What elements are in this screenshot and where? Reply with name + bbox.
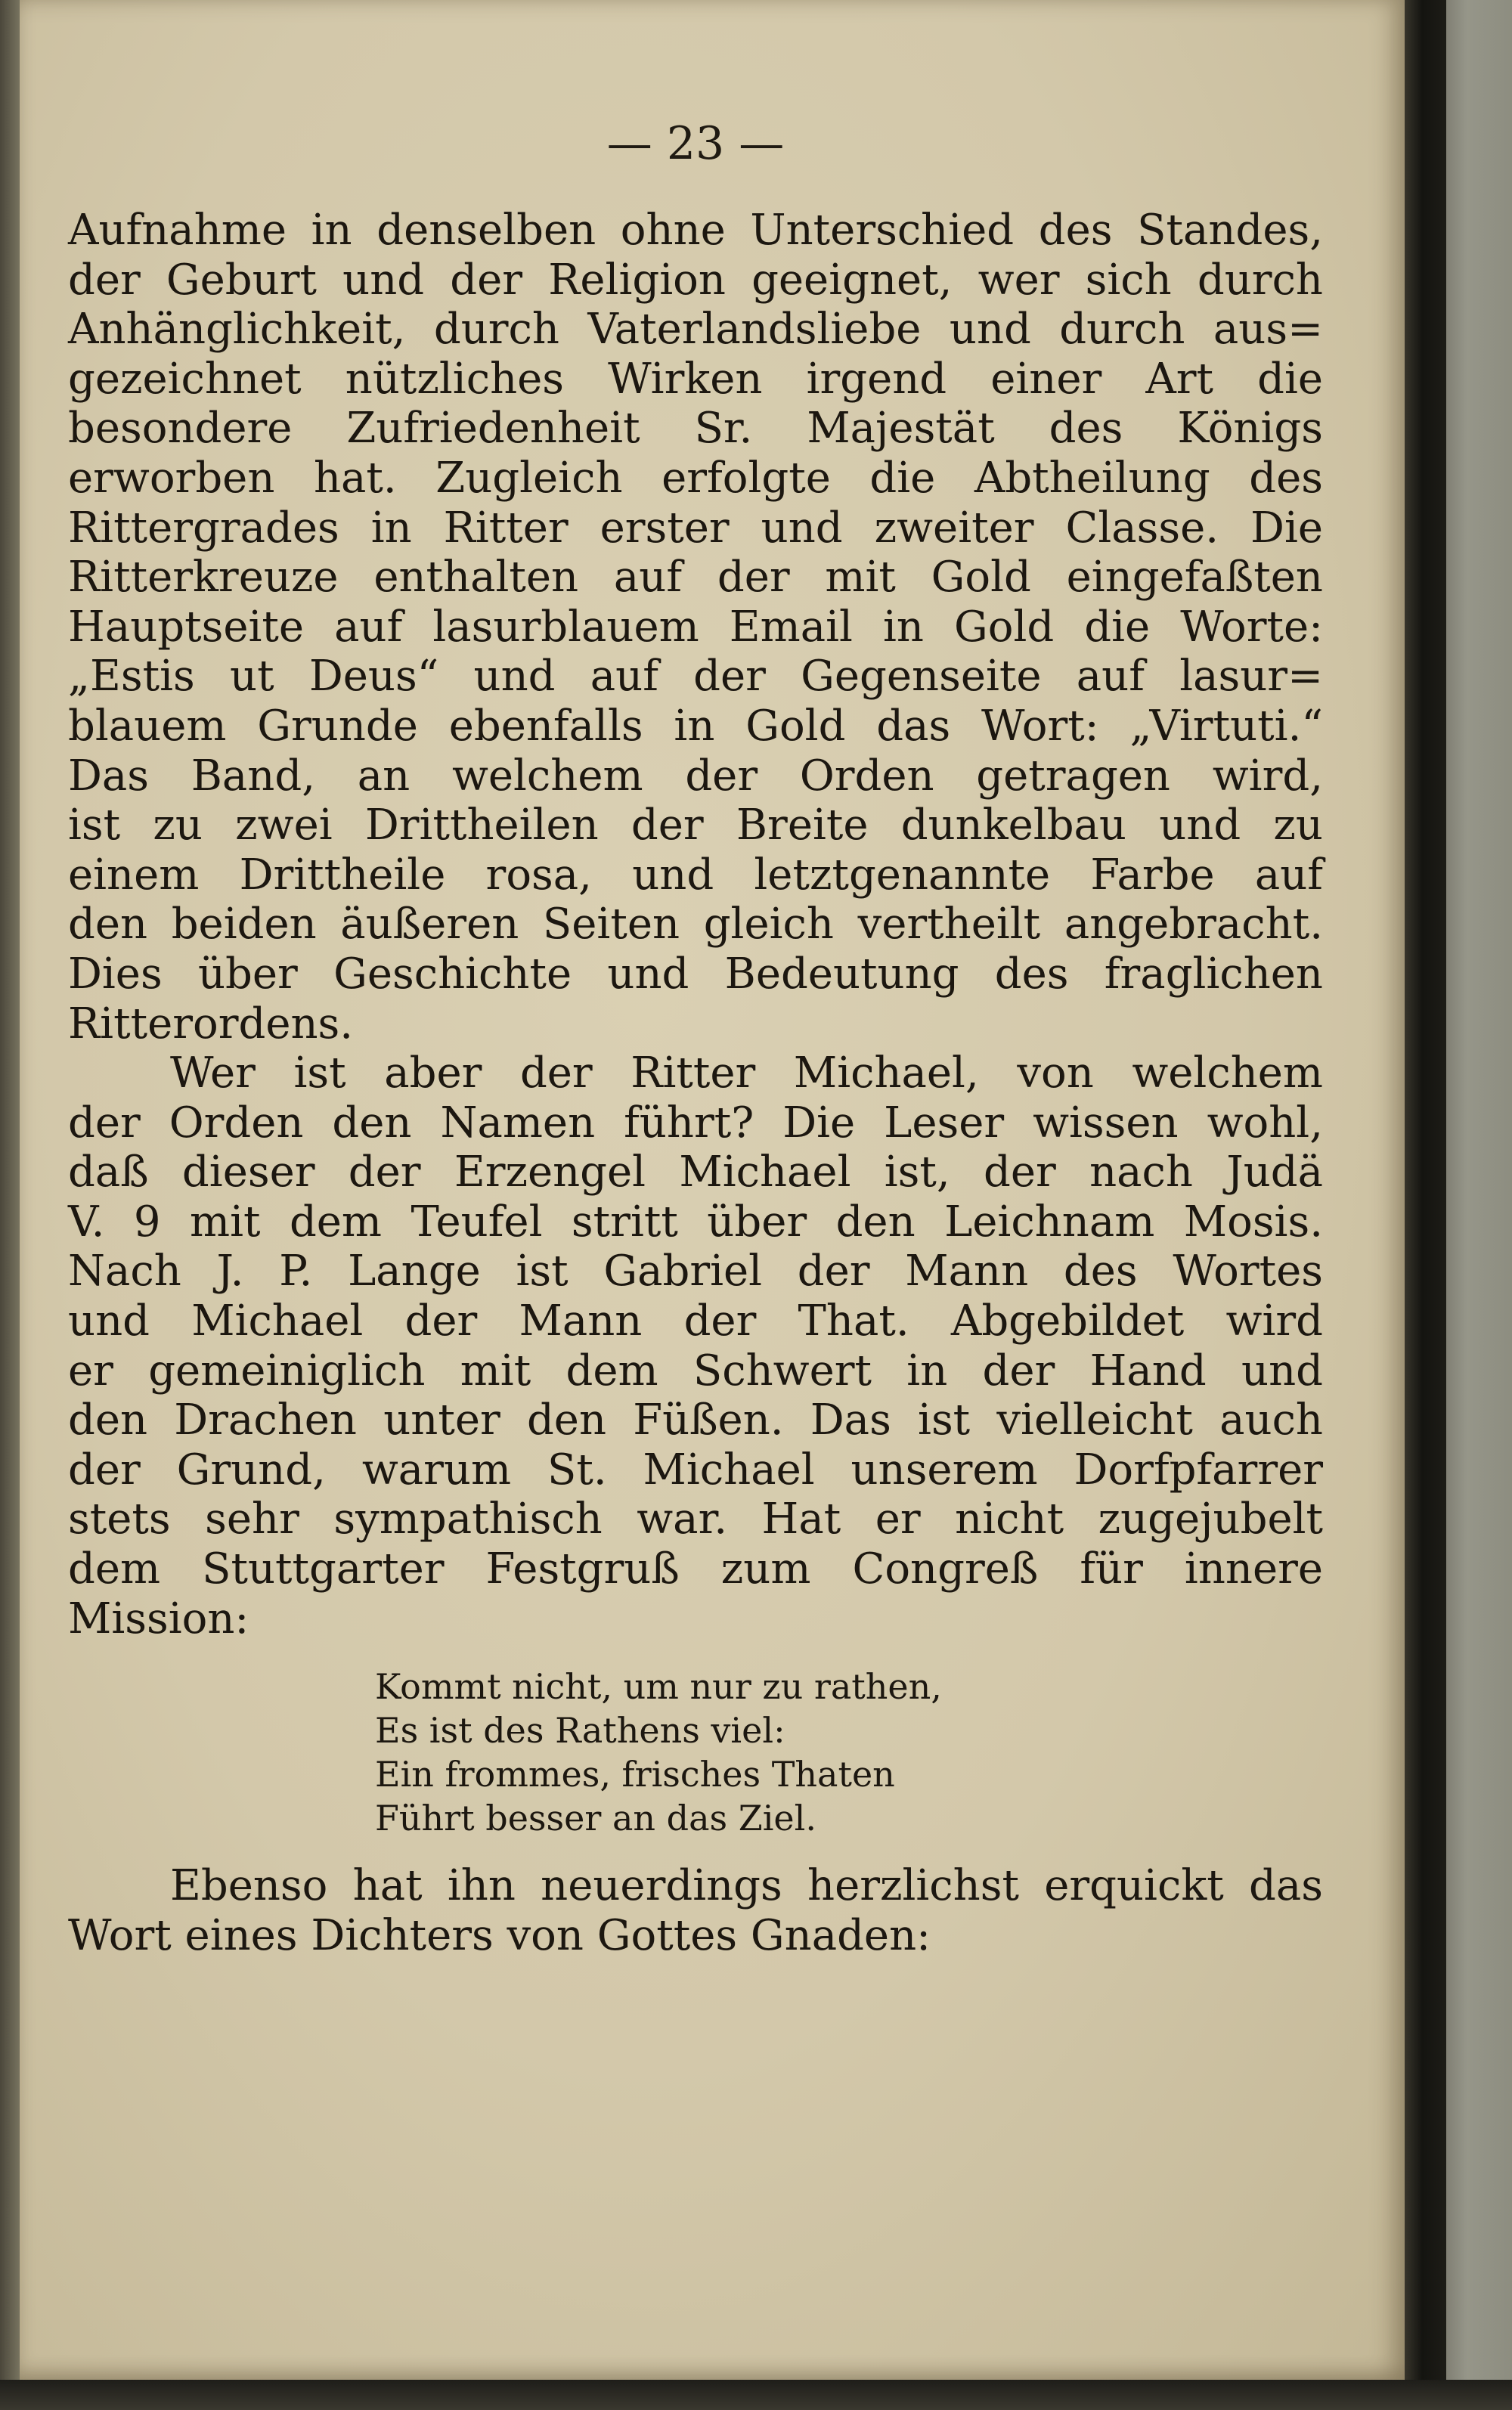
book-spine-shadow (1402, 0, 1446, 2410)
text-line: der Orden den Namen führt? Die Leser wissen wohl, (68, 1098, 1323, 1148)
text-line: den Drachen unter den Füßen. Das ist vielleicht auch (68, 1396, 1323, 1445)
text-line: Das Band, an welchem der Orden getragen wird, (68, 751, 1323, 801)
verse-line: Ein frommes, frisches Thaten (375, 1754, 895, 1795)
text-line: blauem Grunde ebenfalls in Gold das Wort: „Virtuti.“ (68, 701, 1323, 751)
verse-line: Führt besser an das Ziel. (375, 1798, 816, 1839)
text-line: den beiden äußeren Seiten gleich vertheilt angebracht. (68, 900, 1323, 949)
text-line: der Grund, warum St. Michael unserem Dorfpfarrer (68, 1445, 1323, 1495)
verse-line: Kommt nicht, um nur zu rathen, (375, 1666, 942, 1708)
verse-quotation (375, 1665, 1323, 1840)
paragraph-closing (68, 1861, 1323, 1960)
text-line: ist zu zwei Drittheilen der Breite dunkelbau und zu (68, 801, 1323, 850)
text-line: dem Stuttgarter Festgruß zum Congreß für innere (68, 1544, 1323, 1594)
text-line: der Geburt und der Religion geeignet, wer sich durch (68, 255, 1323, 305)
text-line: stets sehr sympathisch war. Hat er nicht zugejubelt (68, 1495, 1323, 1544)
book-page (20, 0, 1405, 2380)
text-line: besondere Zufriedenheit Sr. Majestät des Königs (68, 404, 1323, 454)
text-line: und Michael der Mann der That. Abgebildet wird (68, 1296, 1323, 1346)
paragraph-michael (68, 1049, 1323, 1643)
page-content (68, 113, 1323, 1960)
text-line: Aufnahme in denselben ohne Unterschied des Standes, (68, 206, 1323, 255)
text-line: gezeichnet nützliches Wirken irgend einer Art die (68, 354, 1323, 404)
text-line: Ebenso hat ihn neuerdings herzlichst erquickt das (170, 1861, 1323, 1911)
paragraph-order-history (68, 206, 1323, 1049)
text-line: Anhänglichkeit, durch Vaterlandsliebe und durch aus= (68, 305, 1323, 355)
page-number: — 23 — (606, 117, 785, 170)
text-line: Rittergrades in Ritter erster und zweiter Classe. Die (68, 503, 1323, 553)
text-line: Wort eines Dichters von Gottes Gnaden: (68, 1910, 931, 1960)
text-line: er gemeiniglich mit dem Schwert in der Hand und (68, 1346, 1323, 1396)
scan-left-edge (0, 0, 20, 2410)
text-line: Nach J. P. Lange ist Gabriel der Mann des Wortes (68, 1247, 1323, 1296)
text-line: Mission: (68, 1594, 249, 1643)
text-line: Ritterordens. (68, 999, 354, 1049)
verse-line: Es ist des Rathens viel: (375, 1710, 785, 1752)
text-line: Ritterkreuze enthalten auf der mit Gold eingefaßten (68, 553, 1323, 602)
text-line: Dies über Geschichte und Bedeutung des fraglichen (68, 949, 1323, 999)
scan-bottom-edge (0, 2380, 1512, 2410)
text-line: daß dieser der Erzengel Michael ist, der nach Judä (68, 1148, 1323, 1197)
text-line: einem Drittheile rosa, und letztgenannte Farbe auf (68, 850, 1323, 900)
text-line: Hauptseite auf lasurblauem Email in Gold die Worte: (68, 602, 1323, 652)
text-line: erworben hat. Zugleich erfolgte die Abtheilung des (68, 453, 1323, 503)
text-line: V. 9 mit dem Teufel stritt über den Leichnam Mosis. (68, 1197, 1323, 1247)
text-line: Wer ist aber der Ritter Michael, von welchem (170, 1049, 1323, 1098)
text-line: „Estis ut Deus“ und auf der Gegenseite auf lasur= (68, 652, 1323, 702)
